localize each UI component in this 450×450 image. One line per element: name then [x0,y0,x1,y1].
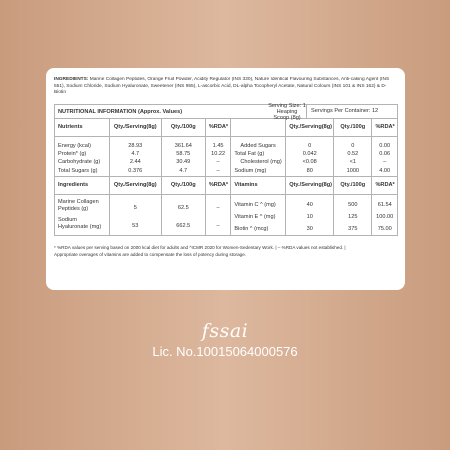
ingredients-column-headers [55,177,397,195]
vitamin-name: Vitamin E ^ (mg) [234,214,276,220]
footnote-overages: Appropriate overages of vitamins are added to compensate the loss of potency during storage. [54,252,247,257]
ingredient-value: – [216,205,220,211]
nutrition-title: NUTRITIONAL INFORMATION (Approx. Values) [58,108,183,115]
license-number: Lic. No.10015064000576 [152,344,298,359]
nutrient-value: <1 [349,159,357,166]
vitamin-name: Vitamin C ^ (mg) [234,202,276,208]
nutrient-name: Added Sugars [240,143,276,149]
nutrient-name: Protein* (g) [58,151,87,158]
ingredient-value: 62.5 [177,205,189,211]
ingredient-per100-values [162,195,206,235]
column-header: Qty./Serving(8g) [110,119,162,136]
nutrient-name: Cholesterol (mg) [240,159,282,166]
ingredient-name: Marine Collagen Peptides (g) [58,199,99,212]
nutrients-values-row [55,137,397,177]
column-header: Qty./100g [162,119,206,136]
ingredient-value: 53 [132,223,139,229]
vitamin-names [231,195,286,235]
ingredient-rda-values [206,195,232,235]
footnotes [54,244,398,258]
column-header: Qty./100g [162,177,206,194]
nutrient-serving-values-right [286,137,334,176]
nutrient-value: 2.44 [129,159,141,166]
servings-per-container: Servings Per Container: 12 [306,105,397,118]
column-header: %RDA* [375,182,395,188]
vitamin-value: 125 [348,214,358,220]
nutrient-value: 80 [306,167,313,174]
ingredients-label: INGREDIENTS: [54,77,89,82]
vitamin-per100-values [334,195,372,235]
nutrient-value: 0.376 [128,167,143,174]
nutrient-value: 10.22 [211,151,226,158]
column-header: Vitamins [231,177,286,194]
vitamin-rda-values [372,195,397,235]
nutrient-value: – [216,159,220,166]
nutrient-value: 0.52 [347,151,359,158]
nutrient-value: 1000 [346,167,360,174]
column-header: Ingredients [55,177,110,194]
column-header: %RDA* [206,177,232,194]
nutrient-value: 361.64 [174,143,192,149]
column-header [231,119,286,136]
nutrient-name: Total Fat (g) [234,151,265,158]
column-header: %RDA* [206,119,232,136]
nutrient-rda-values [206,137,232,176]
ingredient-serving-values [110,195,162,235]
column-header: Nutrients [55,119,110,136]
fssai-logo [0,320,450,342]
ingredient-value: – [216,223,220,229]
vitamin-value: 40 [306,202,313,208]
vitamin-name: Biotin ^ (mcg) [234,226,269,232]
vitamin-value: 75.00 [377,226,392,232]
nutrient-name: Sodium (mg) [234,167,267,174]
fssai-logo-text: fssai [201,320,249,342]
ingredient-value: 662.5 [176,223,191,229]
nutrient-serving-values [110,137,162,176]
nutrient-value: 0 [351,143,355,149]
vitamin-value: 500 [348,202,358,208]
nutrient-value: 0 [308,143,312,149]
nutrient-value: <0.08 [302,159,317,166]
ingredient-value: 5 [133,205,137,211]
column-header: %RDA* [375,124,395,130]
nutrient-value: 1.45 [212,143,224,149]
nutrient-name: Energy (kcal) [58,143,91,149]
nutrient-per100-values-right [334,137,372,176]
vitamin-value: 100.00 [376,214,394,220]
nutrient-value: – [216,167,220,174]
vitamin-value: 61.54 [377,202,392,208]
footnote-rda: * %RDA values per serving based on 2000 kcal diet for adults and ^ICMR 2020 for Women-Sedentary Work. | – %RDA values not established. | [54,245,346,250]
vitamin-value: 10 [306,214,313,220]
ingredients-values-row [55,195,397,235]
column-header: Qty./Serving(8g) [286,119,334,136]
nutrient-value: 4.7 [179,167,188,174]
nutrient-value: 28.93 [128,143,143,149]
ingredients-list: Marine Collagen Peptides, Orange Fruit Powder, Acidity Regulator (INS 330), Nature Identical Flavouring Substances, Anti-caking Agent (INS 551), Sodium Chloride, Sodium Hyaluronate, Sweetener (INS 955), L-ascorbic Acid, DL-alpha Tocopheryl Acetate, Natural Colours (INS 101 & INS 162) & D-Biotin [54,77,390,95]
vitamin-value: 30 [306,226,313,232]
nutrition-header-row [55,102,397,121]
column-header: Qty./Serving(8g) [110,177,162,194]
vitamin-value: 375 [348,226,358,232]
column-header: Qty./100g [334,119,372,136]
ingredient-name: Sodium Hyaluronate (mg) [58,217,102,230]
nutrient-name: Carbohydrate (g) [58,159,101,166]
nutrient-name: Total Sugars (g) [58,167,98,174]
nutrient-value: 58.75 [176,151,191,158]
nutrient-per100-values [162,137,206,176]
nutrient-value: 0.042 [302,151,317,158]
nutrient-value: – [383,159,387,166]
ingredients-text [54,77,398,99]
nutrition-label-card [46,68,405,290]
nutrient-names [55,137,110,176]
nutrition-table [54,104,398,236]
serving-size: Serving Size: 1 Heaping Scoop (8g) [268,102,306,121]
nutrient-value: 4.7 [131,151,140,158]
column-header: Qty./100g [334,177,372,194]
nutrient-value: 0.00 [379,143,391,149]
vitamin-serving-values [286,195,334,235]
column-header: Qty./Serving(8g) [286,177,334,194]
ingredient-names [55,195,110,235]
nutrient-value: 4.00 [379,167,391,174]
nutrient-value: 0.06 [379,151,391,158]
nutrients-column-headers [55,119,397,137]
nutrient-names-right [231,137,286,176]
nutrient-rda-values-right [372,137,397,176]
nutrient-value: 30.49 [176,159,191,166]
